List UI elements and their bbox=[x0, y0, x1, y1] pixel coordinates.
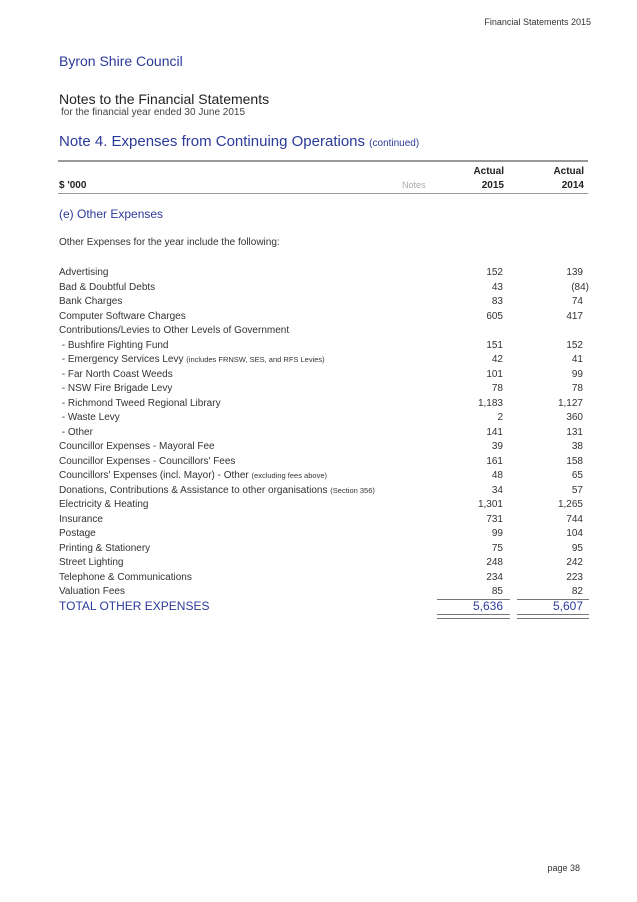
row-label-text: - Waste Levy bbox=[59, 412, 120, 423]
value-2015: 43 bbox=[491, 281, 503, 293]
row-label-text: Advertising bbox=[59, 267, 109, 278]
value-2014: 74 bbox=[571, 296, 583, 307]
row-label-text: - Other bbox=[59, 426, 93, 438]
value-2015: 34 bbox=[491, 484, 503, 496]
value-2014: 41 bbox=[571, 354, 583, 365]
row-label bbox=[59, 397, 221, 411]
value-2014: 158 bbox=[566, 455, 583, 467]
value-2015: 234 bbox=[486, 571, 503, 583]
row-label-text: - Richmond Tweed Regional Library bbox=[59, 397, 221, 409]
table-row bbox=[59, 426, 589, 441]
table-row bbox=[59, 585, 589, 600]
top-rule bbox=[58, 160, 588, 162]
value-2014: 139 bbox=[566, 267, 583, 278]
row-label-text: - Far North Coast Weeds bbox=[59, 368, 173, 380]
value-2014: 38 bbox=[571, 441, 583, 452]
table-row bbox=[59, 469, 589, 484]
value-2014: 78 bbox=[571, 383, 583, 394]
table-row bbox=[59, 513, 589, 528]
value-2015: 39 bbox=[491, 441, 503, 452]
row-label-text: - NSW Fire Brigade Levy bbox=[59, 383, 173, 394]
value-2015: 161 bbox=[486, 455, 503, 467]
row-label bbox=[59, 426, 93, 440]
table-row bbox=[59, 556, 589, 571]
row-label-text: Councillor Expenses - Councillors' Fees bbox=[59, 455, 236, 467]
table-row bbox=[59, 339, 589, 354]
value-2015: 2 bbox=[497, 412, 503, 423]
row-label bbox=[59, 498, 148, 512]
row-label-text: Electricity & Heating bbox=[59, 499, 149, 510]
value-2015: 141 bbox=[486, 426, 503, 438]
value-2014: 104 bbox=[566, 528, 583, 539]
row-label bbox=[59, 295, 122, 309]
value-2015: 78 bbox=[491, 383, 503, 394]
value-2015: 75 bbox=[491, 542, 503, 554]
document-header: Financial Statements 2015 bbox=[484, 17, 591, 27]
row-label bbox=[59, 310, 186, 324]
total-double-rule-2015 bbox=[437, 614, 510, 619]
row-label bbox=[59, 527, 96, 541]
row-label-note: (excluding fees above) bbox=[251, 471, 327, 480]
value-2015: 83 bbox=[491, 296, 503, 307]
row-label bbox=[59, 585, 125, 599]
row-label-note: (Section 356) bbox=[330, 485, 375, 495]
currency-label: $ '000 bbox=[59, 180, 87, 191]
row-label-text: - Bushfire Fighting Fund bbox=[59, 339, 169, 351]
table-row bbox=[59, 440, 589, 455]
col2-year: 2014 bbox=[561, 180, 584, 191]
header-rule bbox=[58, 193, 588, 194]
col2-header-top: Actual bbox=[553, 166, 584, 177]
table-row bbox=[59, 368, 589, 383]
row-label bbox=[59, 542, 150, 556]
row-label bbox=[59, 469, 327, 483]
note-heading bbox=[59, 133, 419, 150]
value-2014: (84) bbox=[571, 281, 589, 293]
row-label bbox=[59, 339, 169, 353]
row-label bbox=[59, 513, 103, 527]
intro-text: Other Expenses for the year include the following: bbox=[59, 237, 280, 248]
value-2015: 1,301 bbox=[477, 499, 503, 510]
total-label: TOTAL OTHER EXPENSES bbox=[59, 599, 210, 613]
table-row bbox=[59, 266, 589, 281]
row-label-text: Valuation Fees bbox=[59, 586, 125, 597]
col1-header-top: Actual bbox=[473, 166, 504, 177]
value-2014: 65 bbox=[571, 470, 583, 481]
row-label-text: Councillors' Expenses (incl. Mayor) - Other bbox=[59, 470, 249, 481]
value-2014: 223 bbox=[566, 571, 583, 583]
row-label bbox=[59, 455, 235, 469]
table-row bbox=[59, 281, 589, 296]
value-2014: 131 bbox=[566, 426, 583, 438]
row-label bbox=[59, 484, 375, 498]
row-label bbox=[59, 324, 289, 338]
table-row bbox=[59, 397, 589, 412]
row-label-text: Printing & Stationery bbox=[59, 542, 151, 554]
row-label bbox=[59, 353, 325, 367]
row-label-text: Telephone & Communications bbox=[59, 571, 192, 583]
row-label bbox=[59, 266, 108, 280]
table-row bbox=[59, 295, 589, 310]
row-label bbox=[59, 440, 215, 454]
row-label-text: Insurance bbox=[59, 513, 103, 525]
note-heading-title: Note 4. Expenses from Continuing Operations bbox=[59, 133, 365, 150]
table-row bbox=[59, 484, 589, 499]
table-row bbox=[59, 411, 589, 426]
value-2014: 57 bbox=[571, 484, 583, 496]
value-2015: 48 bbox=[491, 470, 503, 481]
table-row bbox=[59, 353, 589, 368]
value-2014: 99 bbox=[571, 368, 583, 380]
value-2014: 1,127 bbox=[557, 397, 583, 409]
notes-subtitle: for the financial year ended 30 June 2015 bbox=[61, 107, 246, 118]
page-number: page 38 bbox=[547, 863, 580, 873]
value-2015: 1,183 bbox=[477, 397, 503, 409]
row-label-text: Councillor Expenses - Mayoral Fee bbox=[59, 441, 215, 452]
table-row bbox=[59, 542, 589, 557]
row-label bbox=[59, 368, 173, 382]
value-2015: 248 bbox=[486, 557, 503, 568]
table-row bbox=[59, 324, 589, 339]
table-row bbox=[59, 310, 589, 325]
value-2014: 1,265 bbox=[557, 499, 583, 510]
value-2015: 605 bbox=[486, 310, 503, 322]
council-name: Byron Shire Council bbox=[59, 53, 183, 69]
value-2015: 101 bbox=[486, 368, 503, 380]
total-2015: 5,636 bbox=[472, 599, 503, 613]
total-double-rule-2014 bbox=[517, 614, 589, 619]
notes-title: Notes to the Financial Statements bbox=[59, 91, 270, 107]
value-2014: 744 bbox=[566, 513, 583, 525]
table-row bbox=[59, 382, 589, 397]
row-label-text: Postage bbox=[59, 528, 96, 539]
row-label bbox=[59, 281, 155, 295]
row-label-text: Street Lighting bbox=[59, 557, 124, 568]
value-2014: 242 bbox=[566, 557, 583, 568]
value-2014: 360 bbox=[566, 412, 583, 423]
value-2014: 95 bbox=[571, 542, 583, 554]
value-2015: 42 bbox=[491, 354, 503, 365]
row-label-text: Bad & Doubtful Debts bbox=[59, 281, 156, 293]
value-2014: 417 bbox=[566, 310, 583, 322]
value-2015: 99 bbox=[491, 528, 503, 539]
note-heading-suffix: (continued) bbox=[369, 138, 420, 149]
table-row bbox=[59, 498, 589, 513]
row-label-text: Bank Charges bbox=[59, 296, 123, 307]
row-label-text: Contributions/Levies to Other Levels of Government bbox=[59, 325, 290, 336]
row-label-text: Computer Software Charges bbox=[59, 310, 186, 322]
value-2015: 151 bbox=[486, 339, 503, 351]
row-label-note: (includes FRNSW, SES, and RFS Levies) bbox=[186, 355, 325, 364]
row-label-text: Donations, Contributions & Assistance to other organisations bbox=[59, 484, 328, 496]
row-label bbox=[59, 556, 124, 570]
col1-year: 2015 bbox=[481, 180, 504, 191]
total-row bbox=[59, 599, 589, 615]
value-2015: 731 bbox=[486, 513, 503, 525]
total-2014: 5,607 bbox=[552, 599, 583, 613]
section-title: (e) Other Expenses bbox=[59, 207, 164, 221]
row-label bbox=[59, 571, 192, 585]
value-2015: 85 bbox=[491, 586, 503, 597]
value-2014: 152 bbox=[566, 339, 583, 351]
value-2014: 82 bbox=[571, 586, 583, 597]
value-2015: 152 bbox=[486, 267, 503, 278]
row-label bbox=[59, 382, 172, 396]
table-row bbox=[59, 571, 589, 586]
table-row bbox=[59, 527, 589, 542]
table-row bbox=[59, 455, 589, 470]
notes-column-label: Notes bbox=[402, 180, 426, 190]
row-label bbox=[59, 411, 120, 425]
expense-table bbox=[59, 266, 589, 600]
row-label-text: - Emergency Services Levy bbox=[59, 354, 184, 365]
